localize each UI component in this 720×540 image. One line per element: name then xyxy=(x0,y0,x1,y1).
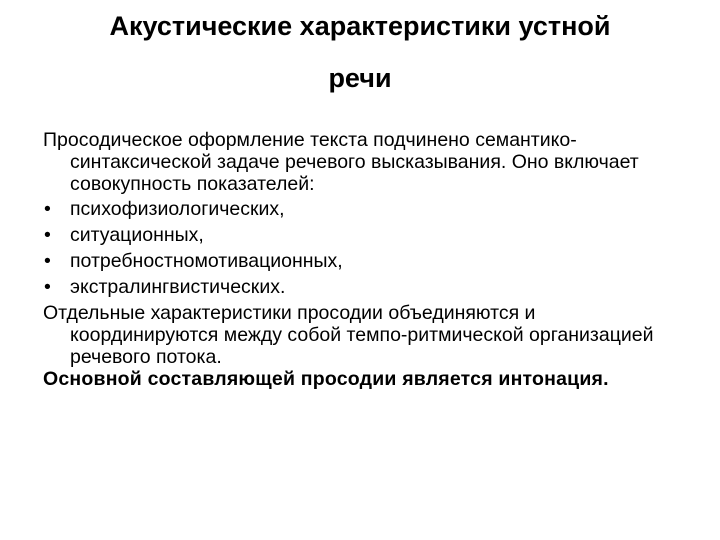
bullet-text: психофизиологических, xyxy=(70,198,285,220)
bullet-text: потребностномотивационных, xyxy=(70,250,343,272)
bullet-list xyxy=(43,198,683,298)
slide-body xyxy=(43,129,683,390)
second-paragraph: Отдельные характеристики просодии объединяются и координируются между собой темпо-ритмической организацией речевого потока. xyxy=(43,302,654,368)
intro-paragraph: Просодическое оформление текста подчинено семантико-синтаксической задаче речевого высказывания. Оно включает совокупность показателей: xyxy=(43,129,639,195)
bullet-icon: • xyxy=(44,198,51,220)
bullet-item xyxy=(43,224,683,246)
bullet-text: ситуационных, xyxy=(70,224,204,246)
title-line-2: речи xyxy=(328,63,392,93)
title-line-1: Акустические характеристики устной xyxy=(109,11,611,41)
bullet-text: экстралингвистических. xyxy=(70,276,286,298)
bullet-item xyxy=(43,250,683,272)
conclusion-paragraph: Основной составляющей просодии является интонация. xyxy=(43,368,609,390)
bullet-item xyxy=(43,276,683,298)
bullet-icon: • xyxy=(44,250,51,272)
slide-title xyxy=(0,0,720,104)
bullet-item xyxy=(43,198,683,220)
bullet-icon: • xyxy=(44,224,51,246)
bullet-icon: • xyxy=(44,276,51,298)
